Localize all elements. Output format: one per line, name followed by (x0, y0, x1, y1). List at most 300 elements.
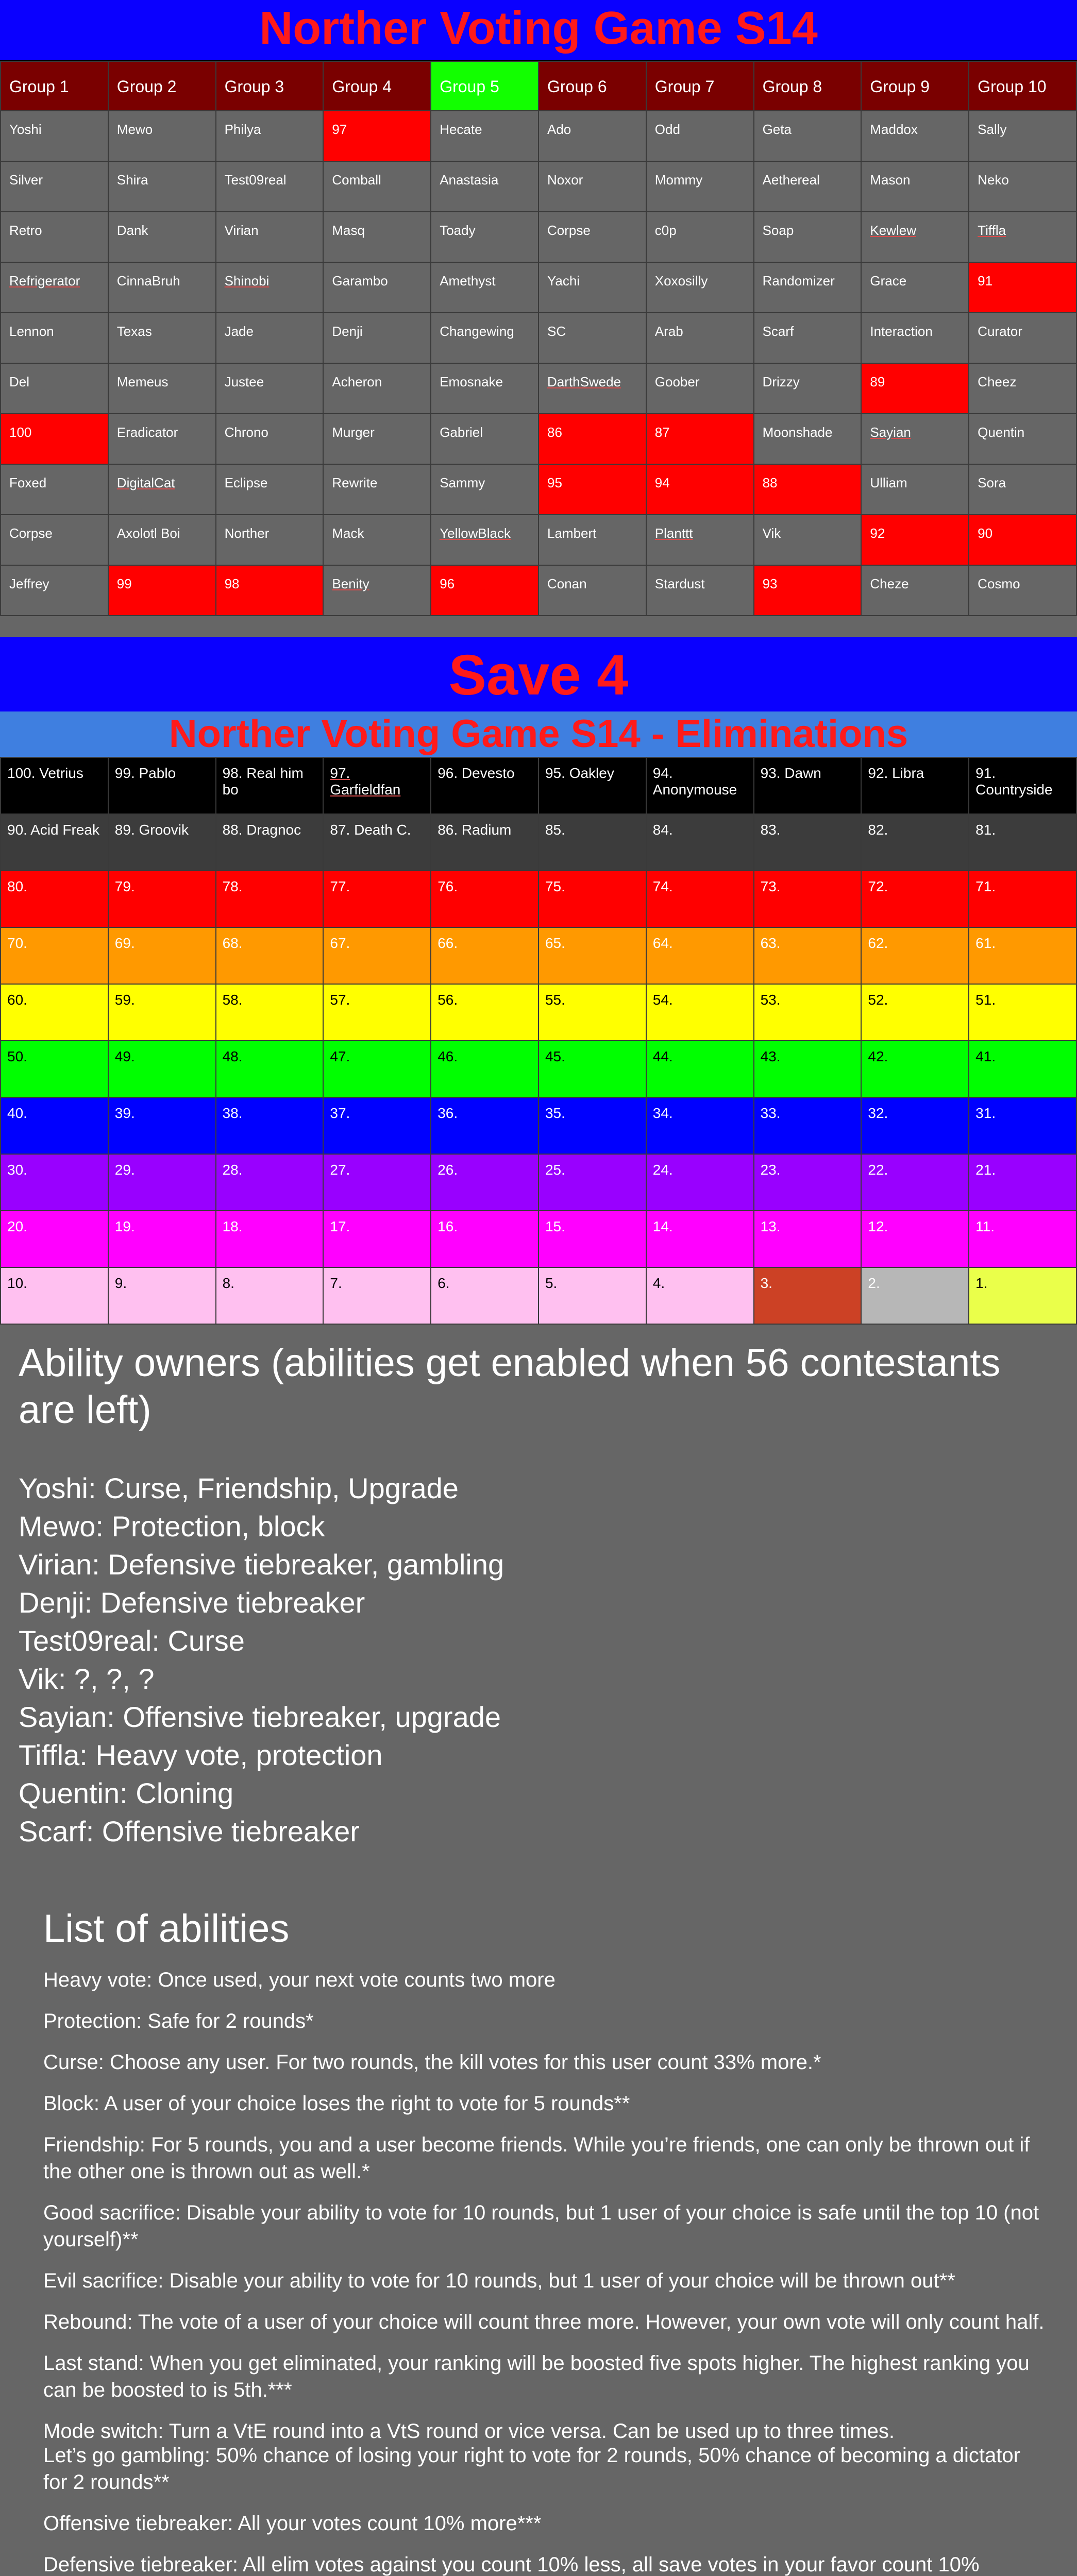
contestant-cell (754, 111, 862, 161)
placement-cell (969, 927, 1076, 984)
placement-cell (216, 871, 324, 927)
groups-row (1, 212, 1076, 262)
placement-cell (323, 1154, 431, 1211)
contestant-cell (646, 464, 754, 515)
contestant-cell (861, 161, 969, 212)
contestant-name: Virian (224, 223, 259, 238)
placement-cell (431, 814, 538, 871)
placement-text: 32. (868, 1105, 888, 1121)
contestant-cell (969, 111, 1076, 161)
contestant-cell (861, 313, 969, 363)
placement-cell (646, 757, 754, 814)
contestant-name: Anastasia (440, 172, 499, 188)
placement-cell (646, 1267, 754, 1324)
placement-cell (1, 814, 108, 871)
placement-text: 7. (330, 1275, 342, 1291)
contestant-cell (861, 464, 969, 515)
contestant-cell (216, 111, 324, 161)
contestant-cell (1, 111, 108, 161)
ability-owner: Virian: Defensive tiebreaker, gambling (19, 1548, 504, 1581)
placement-text: 5. (545, 1275, 558, 1291)
placement-cell (754, 1041, 862, 1097)
contestant-cell (323, 111, 431, 161)
contestant-cell (1, 414, 108, 464)
group-header: Group 1 (1, 61, 108, 111)
placement-text: 77. (330, 878, 350, 894)
placement-cell (646, 1097, 754, 1154)
eliminations-row (1, 1041, 1076, 1097)
group-header: Group 7 (646, 61, 754, 111)
contestant-cell (538, 212, 646, 262)
ability-owner: Test09real: Curse (19, 1624, 245, 1657)
placement-text: 11. (975, 1218, 995, 1234)
contestant-cell (216, 313, 324, 363)
contestant-name: Cheez (978, 374, 1017, 389)
contestant-name: Sally (978, 122, 1007, 137)
contestant-cell (861, 212, 969, 262)
contestant-name: Yoshi (9, 122, 42, 137)
placement-text: 17. (330, 1218, 350, 1234)
contestant-name: c0p (654, 223, 677, 238)
contestant-name: Denji (332, 324, 363, 339)
placement-text: 84. (652, 822, 673, 838)
contestant-cell (538, 262, 646, 313)
placement-cell (969, 814, 1076, 871)
contestant-cell (323, 565, 431, 616)
placement-cell (1, 757, 108, 814)
placement-text: 25. (545, 1162, 565, 1178)
eliminations-title: Norther Voting Game S14 - Eliminations (0, 711, 1077, 757)
placement-cell (108, 1154, 216, 1211)
contestant-cell (538, 111, 646, 161)
placement-cell (969, 1154, 1076, 1211)
contestant-cell (538, 414, 646, 464)
eliminations-row (1, 984, 1076, 1041)
contestant-cell (861, 515, 969, 565)
contestant-name: Murger (332, 425, 375, 440)
placement-cell (323, 1267, 431, 1324)
placement-cell (754, 927, 862, 984)
contestant-name: Curator (978, 324, 1022, 339)
placement-cell (108, 757, 216, 814)
save-banner: Save 4 (0, 637, 1077, 711)
placement-text: 97. Garfieldfan (330, 765, 401, 798)
contestant-cell (108, 212, 216, 262)
placement-text: 98. Real him bo (222, 765, 304, 798)
ability-item: Protection: Safe for 2 rounds* (43, 2010, 314, 2032)
contestant-cell (754, 262, 862, 313)
contestant-name: Comball (332, 172, 381, 188)
contestant-name: Axolotl Boi (116, 526, 180, 541)
contestant-name: Corpse (9, 526, 53, 541)
placement-text: 34. (652, 1105, 673, 1121)
contestant-cell (754, 464, 862, 515)
contestant-name: Toady (440, 223, 476, 238)
abilities-list (43, 1967, 1048, 2445)
placement-text: 65. (545, 935, 565, 951)
placement-text: 36. (437, 1105, 458, 1121)
contestant-name: Quentin (978, 425, 1025, 440)
placement-cell (646, 1041, 754, 1097)
placement-text: 55. (545, 992, 565, 1008)
placement-cell (754, 814, 862, 871)
ability-owner: Scarf: Offensive tiebreaker (19, 1815, 360, 1848)
placement-cell (1, 927, 108, 984)
contestant-cell (108, 313, 216, 363)
placement-text: 96. Devesto (437, 765, 515, 781)
ability-owner: Tiffla: Heavy vote, protection (19, 1739, 383, 1772)
contestant-name: Gabriel (440, 425, 483, 440)
contestant-name: Lambert (547, 526, 597, 541)
contestant-name: Noxor (547, 172, 583, 188)
placement-text: 10. (7, 1275, 27, 1291)
contestant-cell (431, 111, 538, 161)
contestant-name: Eradicator (116, 425, 178, 440)
contestant-name: Aethereal (762, 172, 820, 188)
placement-text: 93. Dawn (760, 765, 821, 781)
contestant-name: Norther (224, 526, 270, 541)
contestant-cell (108, 414, 216, 464)
contestant-name: Masq (332, 223, 365, 238)
contestant-cell (969, 161, 1076, 212)
placement-cell (216, 814, 324, 871)
eliminations-row (1, 1154, 1076, 1211)
placement-cell (216, 1211, 324, 1267)
contestant-name: DarthSwede (547, 374, 621, 389)
contestant-cell (754, 515, 862, 565)
placement-text: 86. Radium (437, 822, 512, 838)
contestant-name: 91 (978, 273, 993, 289)
contestant-cell (431, 363, 538, 414)
contestant-cell (646, 565, 754, 616)
contestant-name: Chrono (224, 425, 268, 440)
contestant-name: 96 (440, 576, 455, 591)
placement-text: 95. Oakley (545, 765, 614, 781)
contestant-name: Mack (332, 526, 364, 541)
placement-cell (969, 984, 1076, 1041)
contestant-name: 89 (870, 374, 885, 389)
contestant-cell (646, 363, 754, 414)
placement-text: 60. (7, 992, 27, 1008)
placement-text: 61. (975, 935, 996, 951)
contestant-cell (1, 262, 108, 313)
contestant-cell (216, 414, 324, 464)
contestant-name: 100 (9, 425, 32, 440)
contestant-name: 97 (332, 122, 347, 137)
placement-cell (538, 1097, 646, 1154)
contestant-name: Randomizer (762, 273, 835, 289)
contestant-cell (969, 464, 1076, 515)
contestant-cell (1, 363, 108, 414)
contestant-cell (538, 363, 646, 414)
placement-text: 63. (760, 935, 781, 951)
placement-text: 68. (222, 935, 243, 951)
contestant-cell (754, 212, 862, 262)
contestant-cell (323, 313, 431, 363)
eliminations-row (1, 757, 1076, 814)
placement-text: 41. (975, 1048, 996, 1064)
contestant-name: 88 (762, 475, 778, 490)
placement-text: 79. (114, 878, 135, 894)
contestant-cell (431, 464, 538, 515)
contestant-name: Cosmo (978, 576, 1020, 591)
placement-text: 91. Countryside (975, 765, 1053, 798)
ability-item: Evil sacrifice: Disable your ability to vote for 10 rounds, but 1 user of your choice will be thrown out** (43, 2269, 955, 2292)
placement-text: 35. (545, 1105, 565, 1121)
contestant-name: Justee (224, 374, 264, 389)
contestant-cell (216, 363, 324, 414)
contestant-cell (1, 212, 108, 262)
groups-row (1, 111, 1076, 161)
contestant-name: Cheze (870, 576, 909, 591)
contestant-name: Grace (870, 273, 907, 289)
contestant-cell (538, 515, 646, 565)
abilities-list-continued (43, 2442, 1048, 2576)
placement-text: 12. (868, 1218, 888, 1234)
contestant-name: Acheron (332, 374, 382, 389)
contestant-name: Silver (9, 172, 43, 188)
placement-text: 18. (222, 1218, 243, 1234)
placement-cell (216, 757, 324, 814)
contestant-name: 94 (654, 475, 670, 490)
placement-text: 45. (545, 1048, 565, 1064)
placement-text: 15. (545, 1218, 565, 1234)
contestant-name: Refrigerator (9, 273, 80, 289)
contestant-name: Test09real (224, 172, 287, 188)
ability-item: Friendship: For 5 rounds, you and a user become friends. While you’re friends, one can only be thrown out if the other one is thrown out as well.* (43, 2133, 1030, 2183)
placement-text: 73. (760, 878, 781, 894)
groups-row (1, 363, 1076, 414)
placement-cell (754, 757, 862, 814)
contestant-name: Mewo (116, 122, 153, 137)
placement-text: 24. (652, 1162, 673, 1178)
contestant-name: Foxed (9, 475, 47, 490)
contestant-cell (646, 111, 754, 161)
groups-row (1, 161, 1076, 212)
groups-table (0, 61, 1077, 616)
contestant-name: Hecate (440, 122, 482, 137)
contestant-cell (861, 363, 969, 414)
ability-owners-section (19, 1340, 1059, 1851)
contestant-cell (646, 161, 754, 212)
contestant-cell (216, 515, 324, 565)
placement-cell (969, 1097, 1076, 1154)
ability-owners-list (19, 1469, 1059, 1851)
page-title: Norther Voting Game S14 (0, 0, 1077, 61)
placement-text: 72. (868, 878, 888, 894)
contestant-cell (431, 414, 538, 464)
contestant-name: Tiffla (978, 223, 1006, 238)
ability-item: Block: A user of your choice loses the right to vote for 5 rounds** (43, 2092, 630, 2115)
contestant-name: Changewing (440, 324, 514, 339)
placement-cell (861, 984, 969, 1041)
placement-cell (431, 984, 538, 1041)
placement-text: 90. Acid Freak (7, 822, 99, 838)
placement-cell (969, 871, 1076, 927)
placement-text: 88. Dragnoc (222, 822, 301, 838)
contestant-cell (108, 161, 216, 212)
contestant-cell (969, 515, 1076, 565)
contestant-cell (969, 313, 1076, 363)
contestant-cell (431, 161, 538, 212)
contestant-name: Garambo (332, 273, 388, 289)
contestant-cell (861, 111, 969, 161)
placement-cell (754, 1097, 862, 1154)
placement-text: 19. (114, 1218, 135, 1234)
placement-text: 16. (437, 1218, 458, 1234)
contestant-name: Geta (762, 122, 792, 137)
placement-text: 30. (7, 1162, 27, 1178)
placement-cell (861, 1097, 969, 1154)
placement-cell (323, 814, 431, 871)
contestant-name: Rewrite (332, 475, 378, 490)
contestant-name: Goober (654, 374, 700, 389)
contestant-name: Interaction (870, 324, 933, 339)
group-header: Group 9 (861, 61, 969, 111)
placement-text: 87. Death C. (330, 822, 411, 838)
placement-cell (108, 814, 216, 871)
contestant-name: Benity (332, 576, 369, 591)
placement-text: 3. (760, 1275, 772, 1291)
placement-cell (323, 927, 431, 984)
placement-text: 44. (652, 1048, 673, 1064)
placement-cell (754, 984, 862, 1041)
placement-cell (861, 1267, 969, 1324)
placement-text: 47. (330, 1048, 350, 1064)
contestant-name: CinnaBruh (116, 273, 180, 289)
contestant-cell (969, 565, 1076, 616)
contestant-cell (754, 414, 862, 464)
contestant-name: 90 (978, 526, 993, 541)
contestant-name: DigitalCat (116, 475, 175, 490)
placement-text: 64. (652, 935, 673, 951)
contestant-name: Philya (224, 122, 261, 137)
placement-text: 48. (222, 1048, 243, 1064)
placement-cell (538, 927, 646, 984)
placement-cell (538, 1211, 646, 1267)
placement-cell (538, 757, 646, 814)
placement-text: 82. (868, 822, 888, 838)
placement-cell (538, 1267, 646, 1324)
eliminations-row (1, 1211, 1076, 1267)
placement-text: 66. (437, 935, 458, 951)
placement-text: 52. (868, 992, 888, 1008)
placement-cell (216, 1097, 324, 1154)
eliminations-row (1, 1097, 1076, 1154)
ability-owner: Quentin: Cloning (19, 1777, 234, 1810)
placement-cell (538, 814, 646, 871)
eliminations-row (1, 1267, 1076, 1324)
contestant-name: Soap (762, 223, 794, 238)
contestant-name: Planttt (654, 526, 693, 541)
placement-cell (431, 1154, 538, 1211)
placement-cell (646, 871, 754, 927)
contestant-cell (431, 565, 538, 616)
placement-text: 49. (114, 1048, 135, 1064)
placement-cell (323, 1097, 431, 1154)
placement-cell (646, 927, 754, 984)
ability-owner: Yoshi: Curse, Friendship, Upgrade (19, 1472, 459, 1505)
placement-cell (861, 814, 969, 871)
contestant-cell (108, 565, 216, 616)
ability-item: Defensive tiebreaker: All elim votes against you count 10% less, all save votes in your favor count 10% (43, 2553, 980, 2576)
placement-cell (108, 1267, 216, 1324)
contestant-cell (323, 363, 431, 414)
contestant-cell (646, 262, 754, 313)
placement-cell (323, 1041, 431, 1097)
contestant-name: Shira (116, 172, 148, 188)
contestant-name: SC (547, 324, 566, 339)
placement-text: 74. (652, 878, 673, 894)
ability-owner: Denji: Defensive tiebreaker (19, 1586, 365, 1619)
contestant-name: Xoxosilly (654, 273, 708, 289)
contestant-cell (861, 414, 969, 464)
placement-cell (431, 927, 538, 984)
placement-cell (646, 1211, 754, 1267)
placement-cell (431, 871, 538, 927)
placement-text: 31. (975, 1105, 996, 1121)
contestant-name: Texas (116, 324, 152, 339)
placement-cell (969, 1267, 1076, 1324)
contestant-name: Shinobi (224, 273, 270, 289)
contestant-cell (431, 262, 538, 313)
placement-text: 14. (652, 1218, 673, 1234)
contestant-name: 95 (547, 475, 562, 490)
ability-item: Last stand: When you get eliminated, your ranking will be boosted five spots higher. The highest ranking you can be boosted to is 5th.*** (43, 2352, 1030, 2401)
contestant-cell (1, 161, 108, 212)
placement-text: 4. (652, 1275, 665, 1291)
contestant-name: Kewlew (870, 223, 916, 238)
placement-cell (108, 1097, 216, 1154)
contestant-name: Mommy (654, 172, 703, 188)
placement-text: 28. (222, 1162, 243, 1178)
contestant-cell (861, 262, 969, 313)
placement-cell (108, 871, 216, 927)
placement-text: 99. Pablo (114, 765, 176, 781)
placement-text: 38. (222, 1105, 243, 1121)
contestant-name: Sayian (870, 425, 911, 440)
contestant-name: 98 (224, 576, 240, 591)
ability-item: Offensive tiebreaker: All your votes count 10% more*** (43, 2512, 542, 2535)
contestant-cell (216, 565, 324, 616)
placement-text: 22. (868, 1162, 888, 1178)
placement-cell (431, 1267, 538, 1324)
placement-text: 42. (868, 1048, 888, 1064)
placement-text: 75. (545, 878, 565, 894)
placement-cell (216, 927, 324, 984)
placement-cell (754, 871, 862, 927)
eliminations-table (0, 757, 1077, 1325)
contestant-cell (538, 565, 646, 616)
contestant-name: Yachi (547, 273, 580, 289)
placement-text: 81. (975, 822, 996, 838)
contestant-name: Ulliam (870, 475, 907, 490)
placement-text: 50. (7, 1048, 27, 1064)
placement-text: 54. (652, 992, 673, 1008)
contestant-name: Amethyst (440, 273, 496, 289)
ability-owner: Sayian: Offensive tiebreaker, upgrade (19, 1701, 501, 1734)
contestant-cell (1, 313, 108, 363)
placement-text: 13. (760, 1218, 781, 1234)
placement-text: 76. (437, 878, 458, 894)
ability-item: Mode switch: Turn a VtE round into a VtS round or vice versa. Can be used up to three times. (43, 2420, 895, 2443)
abilities-section-continued (43, 2442, 1048, 2576)
contestant-cell (216, 262, 324, 313)
contestant-cell (1, 565, 108, 616)
contestant-name: Moonshade (762, 425, 833, 440)
group-header: Group 3 (216, 61, 324, 111)
contestant-cell (969, 414, 1076, 464)
